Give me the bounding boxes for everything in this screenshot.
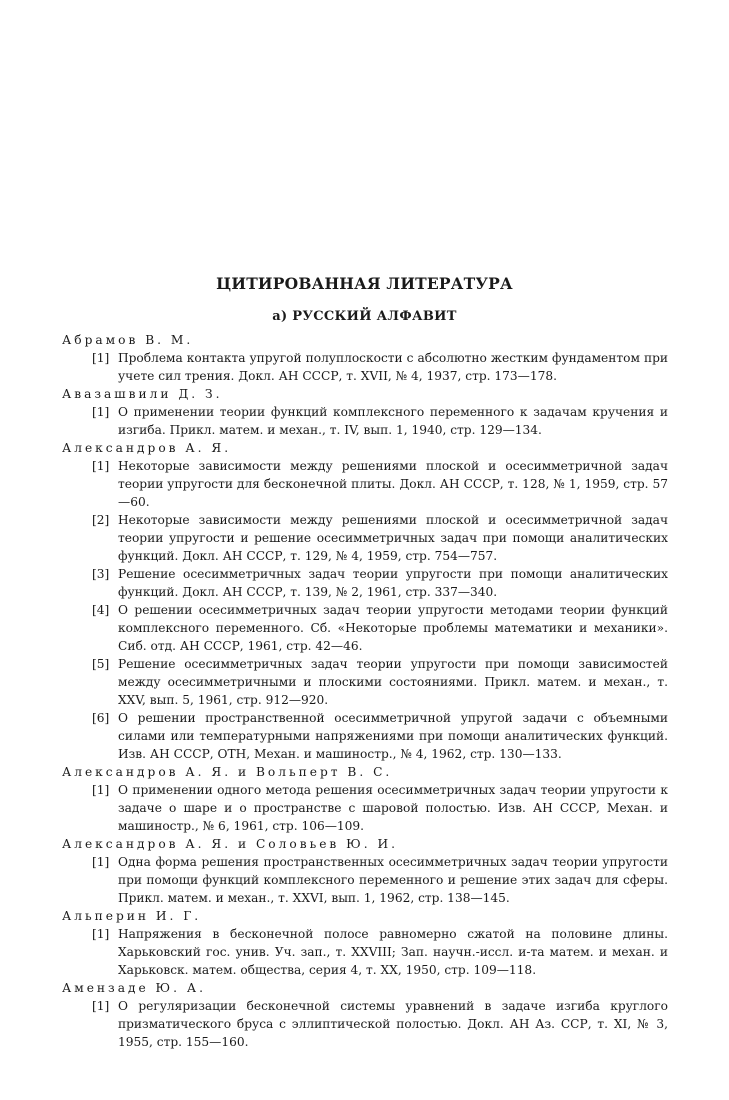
reference-number: [1]	[92, 999, 110, 1013]
reference-number: [6]	[92, 711, 110, 725]
reference-number: [1]	[92, 351, 110, 365]
reference-text: О регуляризации бесконечной системы уравнений в задаче изгиба круглого призматического бруса с эллиптической полостью. Докл. АН Аз. ССР, т. XI, № 3, 1955, стр. 155—160.	[118, 999, 668, 1049]
reference-number: [1]	[92, 927, 110, 941]
reference-entry	[62, 349, 668, 385]
reference-entry	[62, 457, 668, 511]
reference-number: [5]	[92, 657, 110, 671]
reference-entry	[62, 655, 668, 709]
reference-number: [1]	[92, 459, 110, 473]
section-subtitle: а) РУССКИЙ АЛФАВИТ	[272, 309, 457, 324]
page-title: ЦИТИРОВАННАЯ ЛИТЕРАТУРА	[216, 274, 513, 293]
reference-text: Некоторые зависимости между решениями плоской и осесимметричной задач теории упругости для бесконечной плиты. Докл. АН СССР, т. 128, № 1, 1959, стр. 57—60.	[118, 459, 668, 509]
reference-number: [1]	[92, 405, 110, 419]
bibliography	[62, 331, 668, 1051]
reference-number: [1]	[92, 855, 110, 869]
reference-text: Одна форма решения пространственных осесимметричных задач теории упругости при помощи функций комплексного переменного и решение этих задач для сферы. Прикл. матем. и механ., т. XXVI, вып. 1, 1962, стр. 138—145.	[118, 855, 668, 905]
reference-entry	[62, 403, 668, 439]
reference-text: О применении теории функций комплексного переменного к задачам кручения и изгиба. Прикл. матем. и механ., т. IV, вып. 1, 1940, стр. 129—134.	[118, 405, 668, 437]
reference-text: Некоторые зависимости между решениями плоской и осесимметричной задач теории упругости и решение осесимметричных задач при помощи аналитических функций. Докл. АН СССР, т. 129, № 4, 1959, стр. 754—757.	[118, 513, 668, 563]
reference-number: [2]	[92, 513, 110, 527]
author-name: Абрамов В. М.	[62, 333, 194, 347]
author-name: Амензаде Ю. А.	[62, 981, 206, 995]
author-name: Александров А. Я. и Вольперт В. С.	[62, 765, 393, 779]
reference-entry	[62, 925, 668, 979]
reference-number: [4]	[92, 603, 110, 617]
reference-entry	[62, 709, 668, 763]
reference-text: Проблема контакта упругой полуплоскости с абсолютно жестким фундаментом при учете сил трения. Докл. АН СССР, т. XVII, № 4, 1937, стр. 173—178.	[118, 351, 668, 383]
author-name: Авазашвили Д. З.	[62, 387, 223, 401]
reference-text: Решение осесимметричных задач теории упругости при помощи аналитических функций. Докл. АН СССР, т. 139, № 2, 1961, стр. 337—340.	[118, 567, 668, 599]
reference-text: О решении пространственной осесимметричной упругой задачи с объемными силами или температурными напряжениями при помощи аналитических функций. Изв. АН СССР, ОТН, Механ. и машиностр., № 4, 1962, стр. 130—133.	[118, 711, 668, 761]
reference-entry	[62, 565, 668, 601]
reference-entry	[62, 511, 668, 565]
author-name: Альперин И. Г.	[62, 909, 202, 923]
reference-number: [1]	[92, 783, 110, 797]
author-name: Александров А. Я. и Соловьев Ю. И.	[62, 837, 398, 851]
reference-text: О решении осесимметричных задач теории упругости методами теории функций комплексного переменного. Сб. «Некоторые проблемы математики и механики». Сиб. отд. АН СССР, 1961, стр. 42—46.	[118, 603, 668, 653]
reference-entry	[62, 853, 668, 907]
reference-number: [3]	[92, 567, 110, 581]
reference-text: Решение осесимметричных задач теории упругости при помощи зависимостей между осесимметричными и плоскими состояниями. Прикл. матем. и механ., т. XXV, вып. 5, 1961, стр. 912—920.	[118, 657, 668, 707]
author-name: Александров А. Я.	[62, 441, 232, 455]
reference-entry	[62, 997, 668, 1051]
reference-entry	[62, 781, 668, 835]
reference-text: О применении одного метода решения осесимметричных задач теории упругости к задаче о шаре и о пространстве с шаровой полостью. Изв. АН СССР, Механ. и машиностр., № 6, 1961, стр. 106—109.	[118, 783, 668, 833]
reference-entry	[62, 601, 668, 655]
reference-text: Напряжения в бесконечной полосе равномерно сжатой на половине длины. Харьковский гос. унив. Уч. зап., т. XXVIII; Зап. научн.-иссл. и-та матем. и механ. и Харьковск. матем. общества, серия 4, т. XX, 1950, стр. 109—118.	[118, 927, 668, 977]
